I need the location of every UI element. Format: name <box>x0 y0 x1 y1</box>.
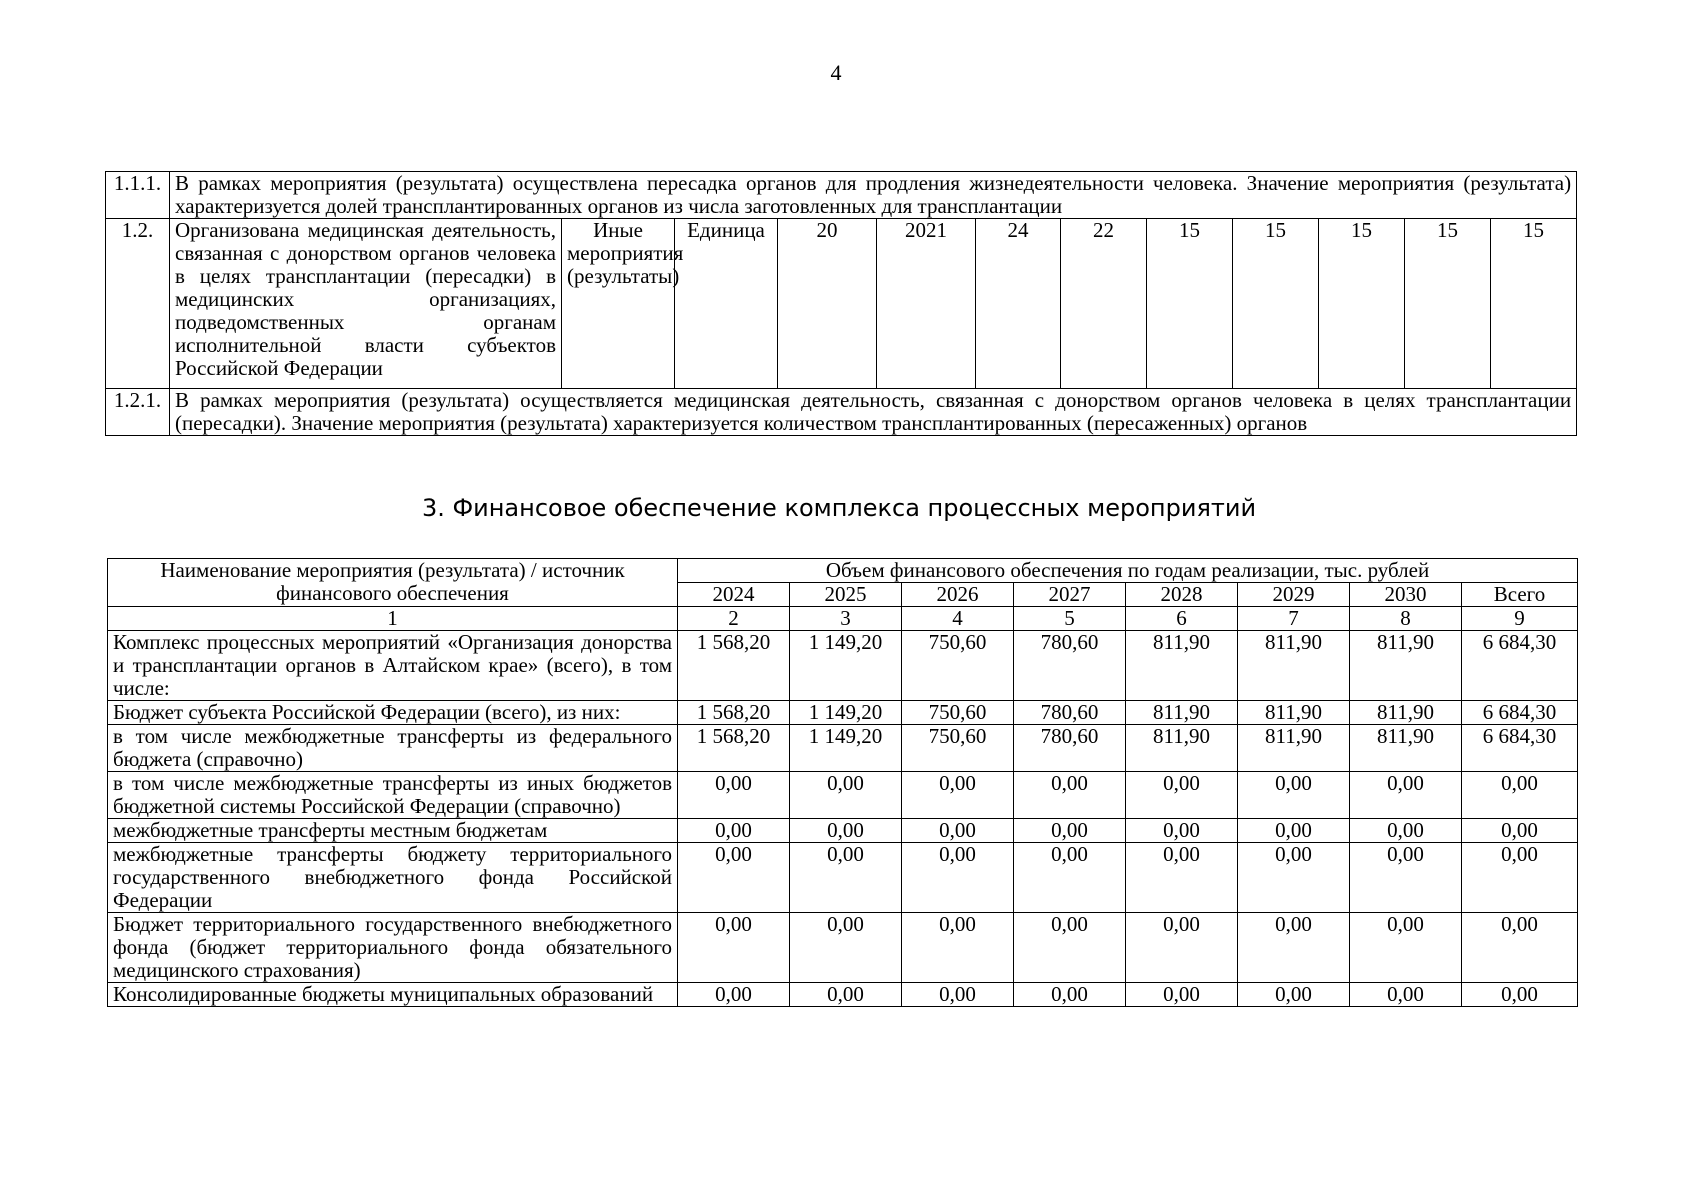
value-cell: 15 <box>1491 219 1577 389</box>
year-header: 2024 <box>678 583 790 607</box>
amount-cell: 811,90 <box>1350 701 1462 725</box>
amount-cell: 1 568,20 <box>678 631 790 701</box>
amount-cell: 750,60 <box>902 631 1014 701</box>
indicators-table <box>105 171 1577 436</box>
table-row <box>108 843 1578 913</box>
table-row <box>108 913 1578 983</box>
amount-cell: 750,60 <box>902 725 1014 772</box>
amount-cell: 1 149,20 <box>790 701 902 725</box>
amount-cell: 0,00 <box>1238 983 1350 1007</box>
table-row <box>106 172 1577 219</box>
amount-cell: 0,00 <box>678 983 790 1007</box>
amount-cell: 0,00 <box>1462 819 1578 843</box>
row-number: 1.1.1. <box>106 172 170 219</box>
source-name: Консолидированные бюджеты муниципальных образований <box>108 983 678 1007</box>
amount-cell: 0,00 <box>1462 772 1578 819</box>
amount-cell: 6 684,30 <box>1462 725 1578 772</box>
value-cell: 20 <box>778 219 877 389</box>
value-cell: 15 <box>1319 219 1405 389</box>
column-number: 7 <box>1238 607 1350 631</box>
row-number: 1.2. <box>106 219 170 389</box>
amount-cell: 0,00 <box>902 772 1014 819</box>
table-row <box>108 725 1578 772</box>
table-row <box>108 631 1578 701</box>
amount-cell: 1 568,20 <box>678 725 790 772</box>
amount-cell: 0,00 <box>1462 913 1578 983</box>
table-row <box>108 983 1578 1007</box>
amount-cell: 0,00 <box>1126 819 1238 843</box>
amount-cell: 0,00 <box>678 772 790 819</box>
amount-cell: 0,00 <box>790 772 902 819</box>
amount-cell: 0,00 <box>1238 913 1350 983</box>
amount-cell: 1 149,20 <box>790 725 902 772</box>
amount-cell: 0,00 <box>1350 913 1462 983</box>
amount-cell: 780,60 <box>1014 725 1126 772</box>
source-name: межбюджетные трансферты местным бюджетам <box>108 819 678 843</box>
column-number: 1 <box>108 607 678 631</box>
amount-cell: 0,00 <box>1462 843 1578 913</box>
amount-cell: 811,90 <box>1238 701 1350 725</box>
event-name: Организована медицинская деятельность, связанная с донорством органов человека в целях трансплантации (пересадки) в медицинских организациях, подведомственных органам исполнительной власти субъектов Российской Федерации <box>170 219 562 389</box>
source-name: Бюджет субъекта Российской Федерации (всего), из них: <box>108 701 678 725</box>
row-description: В рамках мероприятия (результата) осуществляется медицинская деятельность, связанная с донорством органов человека в целях трансплантации (пересадки). Значение мероприятия (результата) характеризуется количеством трансплантированных (пересаженных) органов <box>170 389 1577 436</box>
amount-cell: 0,00 <box>1014 983 1126 1007</box>
row-description: В рамках мероприятия (результата) осуществлена пересадка органов для продления жизнедеятельности человека. Значение мероприятия (результата) характеризуется долей трансплантированных органов из числа заготовленных для трансплантации <box>170 172 1577 219</box>
amount-cell: 0,00 <box>902 819 1014 843</box>
amount-cell: 0,00 <box>790 983 902 1007</box>
column-numbers-row <box>108 607 1578 631</box>
value-cell: 22 <box>1061 219 1147 389</box>
amount-cell: 6 684,30 <box>1462 701 1578 725</box>
value-cell: 2021 <box>877 219 976 389</box>
table-row <box>106 389 1577 436</box>
amount-cell: 0,00 <box>1238 843 1350 913</box>
amount-cell: 0,00 <box>1238 819 1350 843</box>
amount-cell: 6 684,30 <box>1462 631 1578 701</box>
amount-cell: 1 149,20 <box>790 631 902 701</box>
section-title: 3. Финансовое обеспечение комплекса процессных мероприятий <box>421 494 1257 522</box>
amount-cell: 811,90 <box>1238 725 1350 772</box>
source-name: Бюджет территориального государственного внебюджетного фонда (бюджет территориального фонда обязательного медицинского страхования) <box>108 913 678 983</box>
year-header: 2025 <box>790 583 902 607</box>
value-cell: 15 <box>1147 219 1233 389</box>
amount-cell: 1 568,20 <box>678 701 790 725</box>
amount-cell: 0,00 <box>1462 983 1578 1007</box>
amount-cell: 0,00 <box>678 913 790 983</box>
amount-cell: 0,00 <box>902 843 1014 913</box>
amount-cell: 0,00 <box>1350 819 1462 843</box>
table-row <box>108 819 1578 843</box>
amount-cell: 811,90 <box>1126 725 1238 772</box>
column-number: 3 <box>790 607 902 631</box>
amount-cell: 811,90 <box>1238 631 1350 701</box>
finance-table <box>107 558 1578 1007</box>
amount-cell: 0,00 <box>1350 983 1462 1007</box>
amount-cell: 0,00 <box>1014 819 1126 843</box>
amount-cell: 780,60 <box>1014 631 1126 701</box>
table-row <box>108 772 1578 819</box>
year-header: 2030 <box>1350 583 1462 607</box>
amount-cell: 811,90 <box>1350 631 1462 701</box>
event-unit: Единица <box>675 219 778 389</box>
amount-cell: 0,00 <box>790 819 902 843</box>
amount-cell: 0,00 <box>902 983 1014 1007</box>
year-header: 2026 <box>902 583 1014 607</box>
amount-cell: 0,00 <box>1126 913 1238 983</box>
amount-cell: 0,00 <box>1126 983 1238 1007</box>
amount-cell: 0,00 <box>790 913 902 983</box>
amount-cell: 780,60 <box>1014 701 1126 725</box>
amount-cell: 0,00 <box>902 913 1014 983</box>
value-cell: 15 <box>1233 219 1319 389</box>
value-cell: 15 <box>1405 219 1491 389</box>
column-number: 8 <box>1350 607 1462 631</box>
year-header: 2029 <box>1238 583 1350 607</box>
table-row <box>106 219 1577 389</box>
header-row <box>108 559 1578 583</box>
header-name: Наименование мероприятия (результата) / источник финансового обеспечения <box>108 559 678 607</box>
source-name: в том числе межбюджетные трансферты из федерального бюджета (справочно) <box>108 725 678 772</box>
amount-cell: 0,00 <box>678 819 790 843</box>
amount-cell: 0,00 <box>1126 843 1238 913</box>
source-name: межбюджетные трансферты бюджету территориального государственного внебюджетного фонда Российской Федерации <box>108 843 678 913</box>
page-number: 4 <box>830 60 842 85</box>
amount-cell: 811,90 <box>1126 631 1238 701</box>
amount-cell: 0,00 <box>1014 913 1126 983</box>
table-row <box>108 701 1578 725</box>
amount-cell: 0,00 <box>1238 772 1350 819</box>
column-number: 9 <box>1462 607 1578 631</box>
amount-cell: 0,00 <box>678 843 790 913</box>
amount-cell: 0,00 <box>1350 843 1462 913</box>
amount-cell: 0,00 <box>1126 772 1238 819</box>
source-name: Комплекс процессных мероприятий «Организация донорства и трансплантации органов в Алтайском крае» (всего), в том числе: <box>108 631 678 701</box>
event-type: Иные мероприятия (результаты) <box>562 219 675 389</box>
source-name: в том числе межбюджетные трансферты из иных бюджетов бюджетной системы Российской Федерации (справочно) <box>108 772 678 819</box>
year-header: Всего <box>1462 583 1578 607</box>
amount-cell: 0,00 <box>1014 843 1126 913</box>
amount-cell: 811,90 <box>1126 701 1238 725</box>
amount-cell: 0,00 <box>1014 772 1126 819</box>
column-number: 4 <box>902 607 1014 631</box>
header-volume: Объем финансового обеспечения по годам реализации, тыс. рублей <box>678 559 1578 583</box>
value-cell: 24 <box>976 219 1061 389</box>
column-number: 2 <box>678 607 790 631</box>
year-header: 2028 <box>1126 583 1238 607</box>
column-number: 6 <box>1126 607 1238 631</box>
row-number: 1.2.1. <box>106 389 170 436</box>
amount-cell: 750,60 <box>902 701 1014 725</box>
amount-cell: 811,90 <box>1350 725 1462 772</box>
year-header: 2027 <box>1014 583 1126 607</box>
amount-cell: 0,00 <box>1350 772 1462 819</box>
amount-cell: 0,00 <box>790 843 902 913</box>
column-number: 5 <box>1014 607 1126 631</box>
